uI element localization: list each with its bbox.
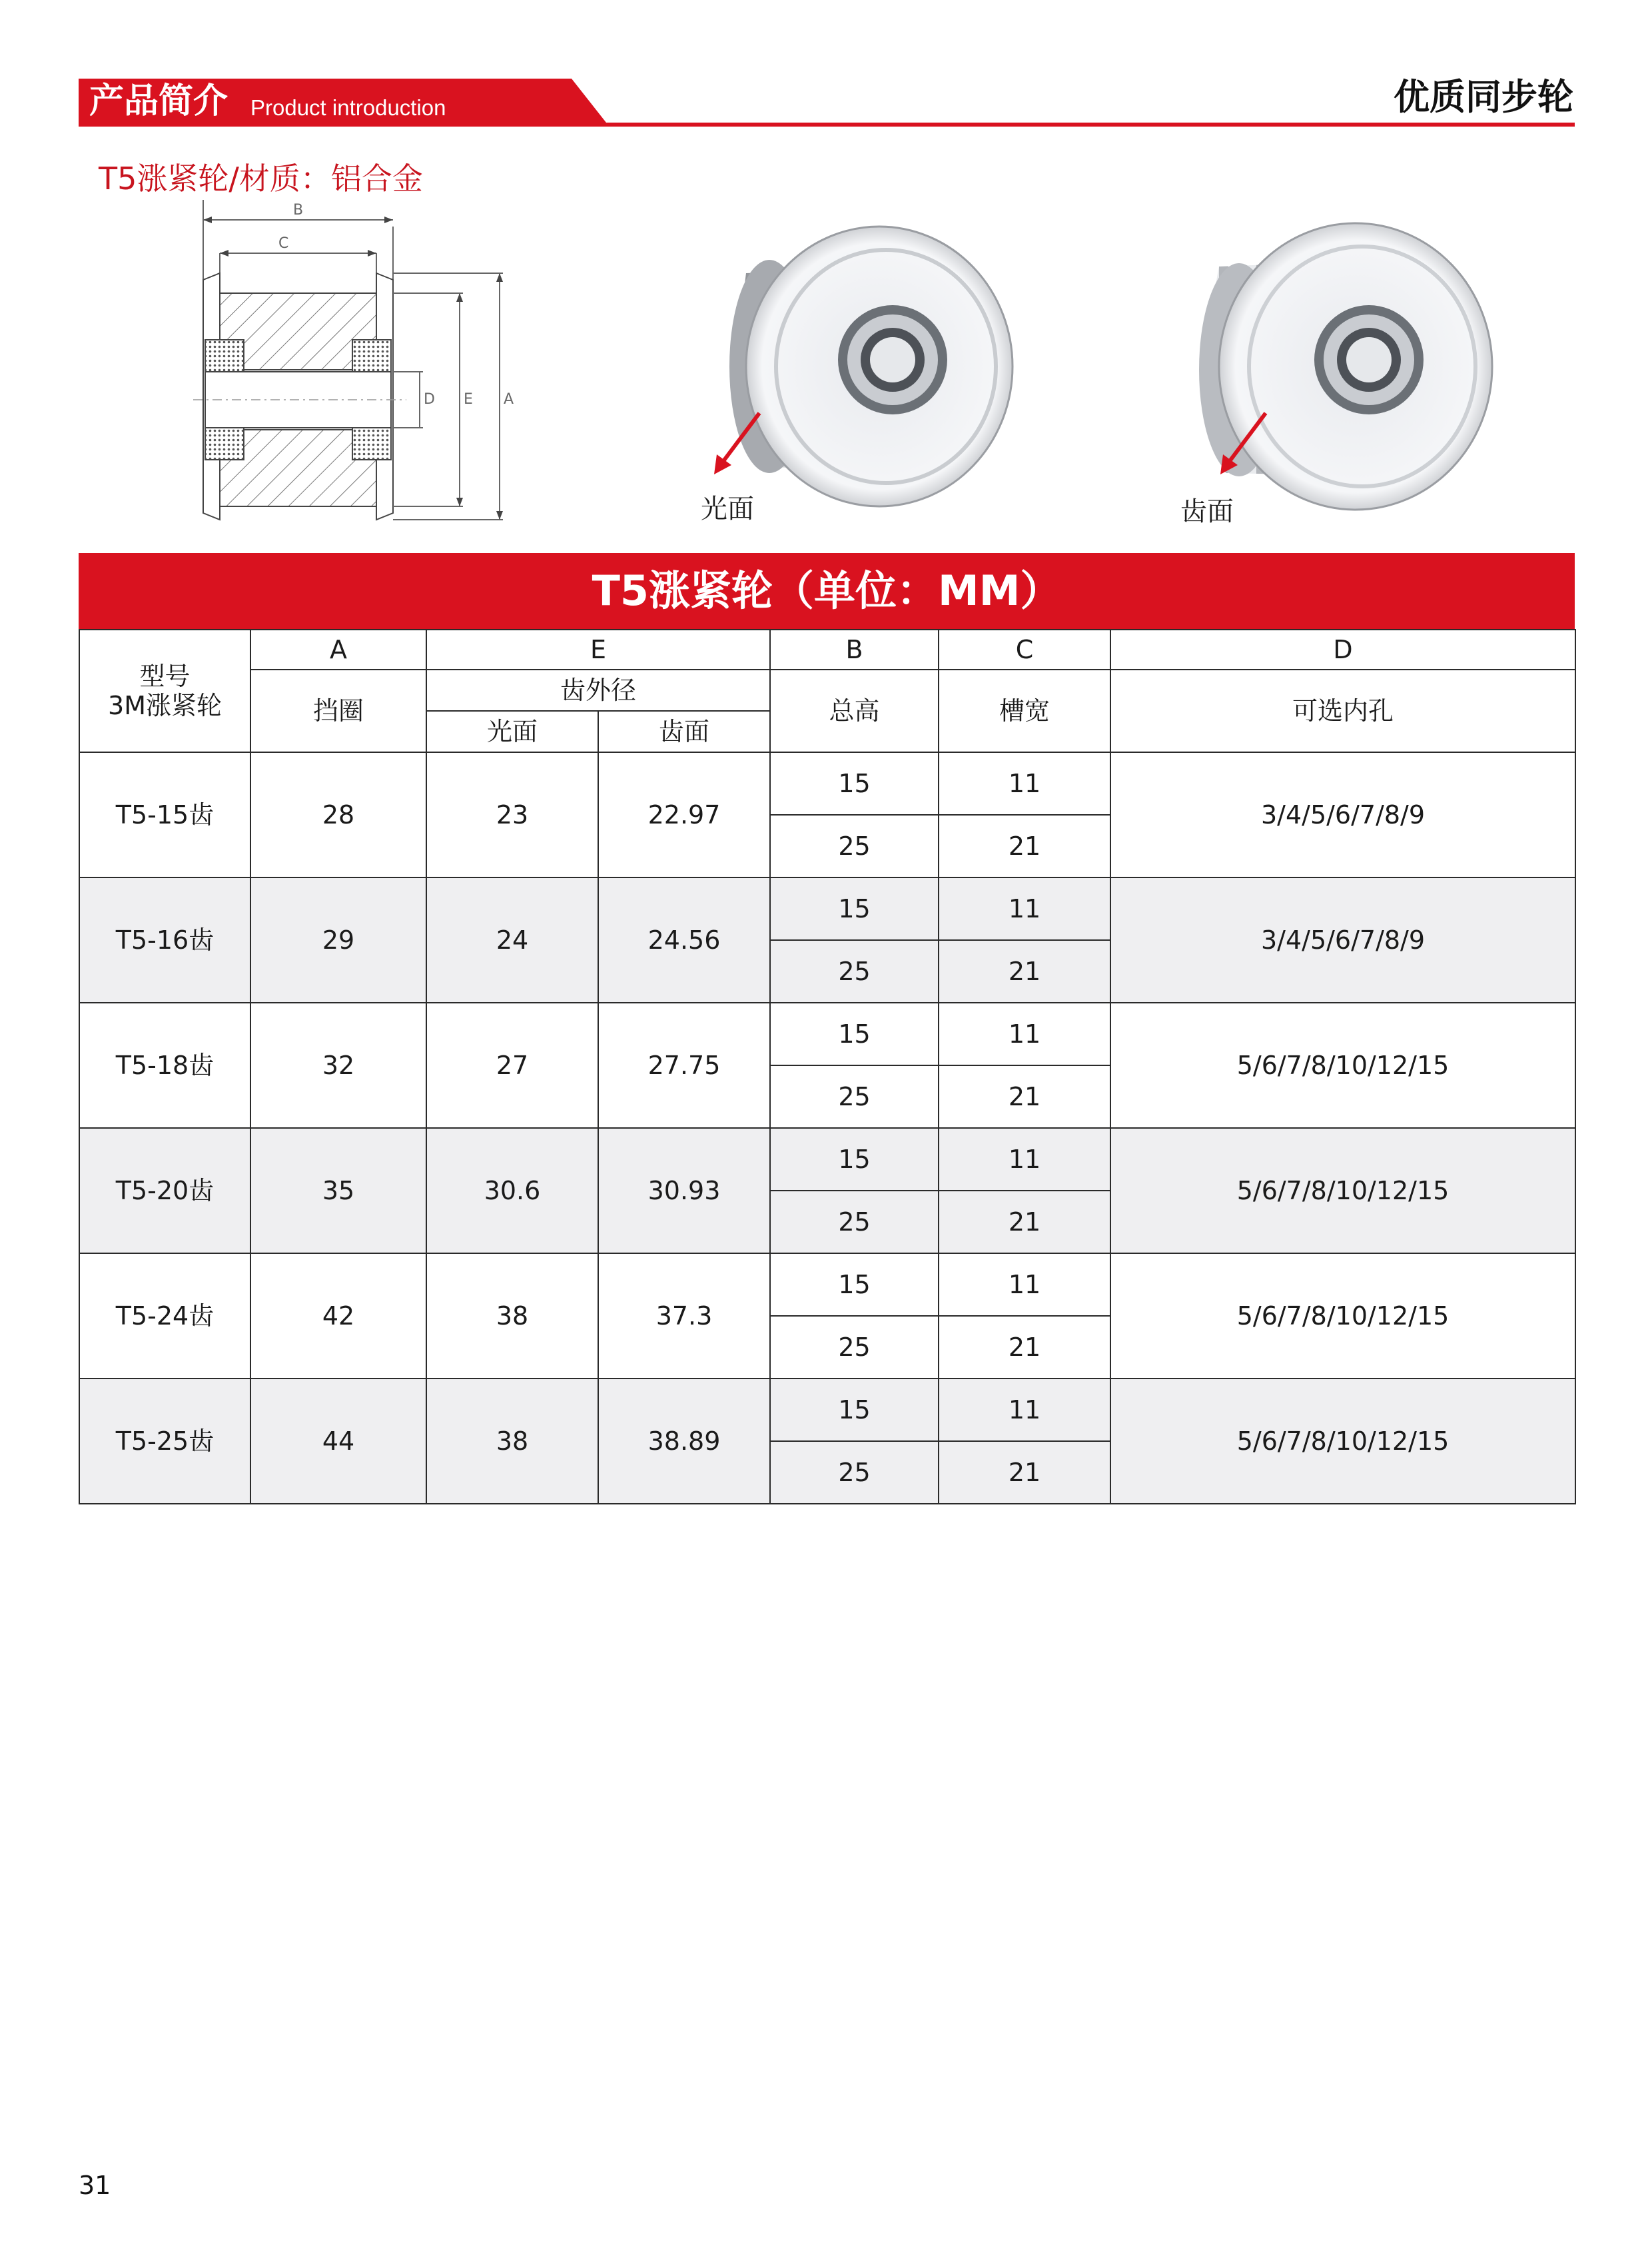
cell-c: 21 — [939, 1191, 1110, 1253]
cell-b: 15 — [770, 877, 939, 940]
cell-b: 15 — [770, 1128, 939, 1191]
table-row — [79, 1379, 1575, 1441]
cell-a: 32 — [250, 1003, 426, 1128]
cell-c: 11 — [939, 877, 1110, 940]
cell-model: T5-16齿 — [79, 877, 250, 1003]
cell-c: 21 — [939, 1065, 1110, 1128]
cell-b: 25 — [770, 815, 939, 877]
header-b-desc: 总高 — [770, 670, 939, 752]
cell-c: 21 — [939, 1441, 1110, 1504]
spec-table-body — [79, 752, 1575, 1504]
cell-b: 25 — [770, 1191, 939, 1253]
header-col-a: A — [250, 630, 426, 670]
cell-a: 35 — [250, 1128, 426, 1253]
cell-d: 5/6/7/8/10/12/15 — [1110, 1128, 1575, 1253]
cell-b: 15 — [770, 1253, 939, 1316]
cell-b: 15 — [770, 1379, 939, 1441]
cell-b: 25 — [770, 1316, 939, 1379]
cell-c: 11 — [939, 1003, 1110, 1065]
header-model-line1: 型号 — [139, 662, 191, 691]
header-col-c: C — [939, 630, 1110, 670]
cell-c: 11 — [939, 1253, 1110, 1316]
cell-e-smooth: 38 — [426, 1253, 598, 1379]
dim-label-b: B — [293, 202, 304, 219]
dim-label-c: C — [278, 235, 289, 252]
toothed-surface-label: 齿面 — [1180, 496, 1234, 527]
header-e-smooth: 光面 — [426, 711, 598, 752]
cell-a: 44 — [250, 1379, 426, 1504]
header-section-title: 优质同步轮 — [1394, 76, 1573, 118]
cell-b: 25 — [770, 1065, 939, 1128]
cell-a: 28 — [250, 752, 426, 877]
header-model-line2: 3M涨紧轮 — [108, 691, 222, 720]
cell-d: 5/6/7/8/10/12/15 — [1110, 1003, 1575, 1128]
cell-b: 25 — [770, 1441, 939, 1504]
table-row — [79, 1003, 1575, 1065]
cell-e-toothed: 24.56 — [598, 877, 770, 1003]
cell-model: T5-25齿 — [79, 1379, 250, 1504]
cell-b: 15 — [770, 1003, 939, 1065]
cell-c: 21 — [939, 815, 1110, 877]
cell-e-smooth: 27 — [426, 1003, 598, 1128]
cell-model: T5-15齿 — [79, 752, 250, 877]
header-title: 产品简介 — [89, 81, 228, 121]
header-c-desc: 槽宽 — [939, 670, 1110, 752]
cell-e-toothed: 22.97 — [598, 752, 770, 877]
header-col-d: D — [1110, 630, 1575, 670]
cell-model: T5-18齿 — [79, 1003, 250, 1128]
table-row — [79, 1253, 1575, 1316]
table-title: T5涨紧轮（单位：MM） — [592, 566, 1062, 615]
header-subtitle-en: Product introduction — [250, 95, 446, 120]
header-e-desc: 齿外径 — [426, 670, 770, 711]
table-row — [79, 752, 1575, 815]
header-divider — [79, 123, 1575, 127]
header-col-e: E — [426, 630, 770, 670]
cell-d: 5/6/7/8/10/12/15 — [1110, 1253, 1575, 1379]
smooth-surface-label: 光面 — [701, 494, 754, 524]
cell-e-smooth: 24 — [426, 877, 598, 1003]
pulley-technical-drawing — [180, 200, 526, 533]
cell-b: 15 — [770, 752, 939, 815]
table-row — [79, 877, 1575, 940]
product-subtitle: T5涨紧轮/材质：铝合金 — [99, 161, 423, 197]
cell-b: 25 — [770, 940, 939, 1003]
cell-d: 3/4/5/6/7/8/9 — [1110, 752, 1575, 877]
cell-a: 42 — [250, 1253, 426, 1379]
cell-c: 21 — [939, 940, 1110, 1003]
dim-label-e: E — [464, 391, 473, 408]
cell-e-toothed: 30.93 — [598, 1128, 770, 1253]
cell-e-smooth: 23 — [426, 752, 598, 877]
smooth-pulley-photo — [693, 213, 1026, 533]
cell-c: 11 — [939, 752, 1110, 815]
cell-model: T5-20齿 — [79, 1128, 250, 1253]
cell-d: 3/4/5/6/7/8/9 — [1110, 877, 1575, 1003]
cell-d: 5/6/7/8/10/12/15 — [1110, 1379, 1575, 1504]
dim-label-d: D — [424, 391, 435, 408]
header-a-desc: 挡圈 — [250, 670, 426, 752]
header-col-b: B — [770, 630, 939, 670]
cell-model: T5-24齿 — [79, 1253, 250, 1379]
dim-label-a: A — [504, 391, 514, 408]
toothed-pulley-photo — [1172, 213, 1505, 533]
cell-e-toothed: 37.3 — [598, 1253, 770, 1379]
cell-e-toothed: 38.89 — [598, 1379, 770, 1504]
cell-a: 29 — [250, 877, 426, 1003]
cell-c: 11 — [939, 1128, 1110, 1191]
header-model — [79, 630, 250, 752]
cell-e-toothed: 27.75 — [598, 1003, 770, 1128]
cell-c: 11 — [939, 1379, 1110, 1441]
table-row — [79, 1128, 1575, 1191]
header-d-desc: 可选内孔 — [1110, 670, 1575, 752]
cell-c: 21 — [939, 1316, 1110, 1379]
cell-e-smooth: 30.6 — [426, 1128, 598, 1253]
header-e-toothed: 齿面 — [598, 711, 770, 752]
cell-e-smooth: 38 — [426, 1379, 598, 1504]
spec-table — [79, 629, 1576, 1504]
page-number: 31 — [79, 2171, 111, 2200]
